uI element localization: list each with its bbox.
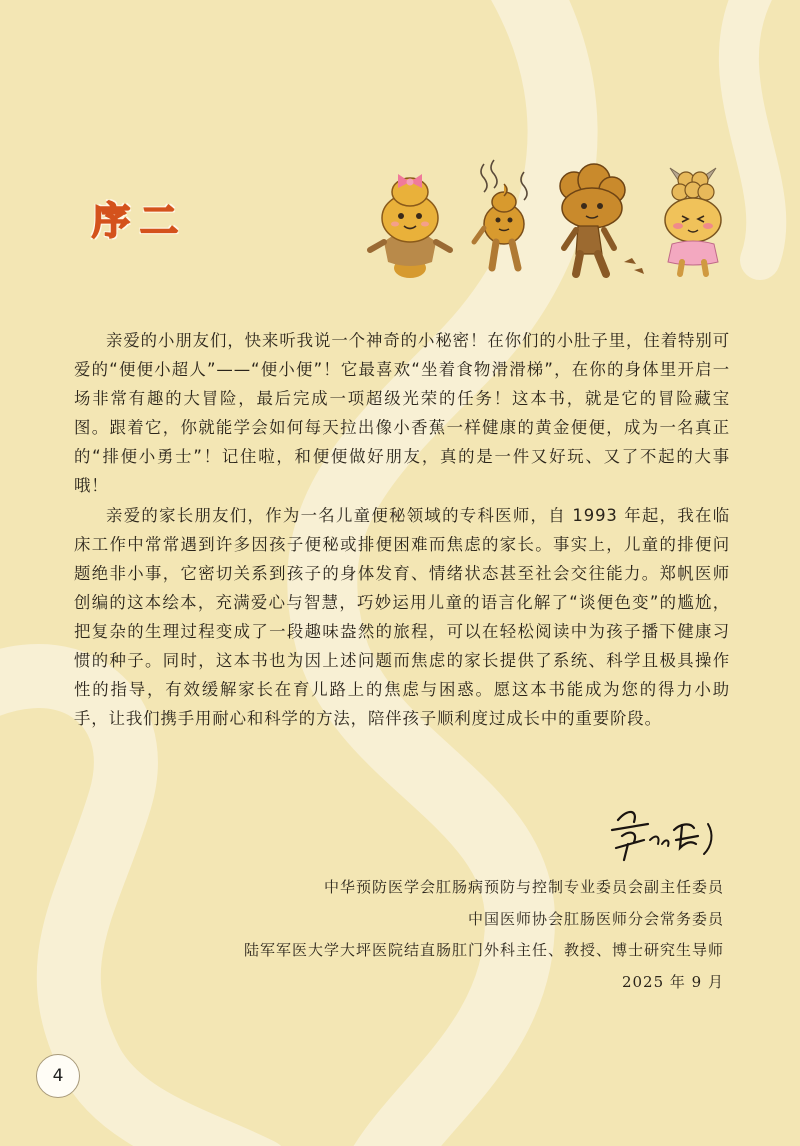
preface-body xyxy=(74,326,730,733)
date-line: 2025 年 9 月 xyxy=(621,972,724,991)
credit-line: 中华预防医学会肛肠病预防与控制专业委员会副主任委员 xyxy=(323,878,724,896)
page-title: 序二 xyxy=(92,199,189,243)
poop-girl-with-bow-icon xyxy=(370,174,450,278)
handwritten-signature xyxy=(604,800,724,862)
poop-characters-illustration xyxy=(362,158,738,280)
stinky-poop-walking-icon xyxy=(474,160,527,268)
lumpy-poop-walking-icon xyxy=(560,164,644,274)
paragraph-parents: 亲爱的家长朋友们，作为一名儿童便秘领域的专科医师，自 1993 年起，我在临床工作中常常遇到许多因孩子便秘或排便困难而焦虑的家长。事实上，儿童的排便问题绝非小事，它密切关系到孩子的身体发育、情绪状态甚至社会交往能力。郑帆医师创编的这本绘本，充满爱心与智慧，巧妙运用儿童的语言化解了“谈便色变”的尴尬，把复杂的生理过程变成了一段趣味盎然的旅程，可以在轻松阅读中为孩子播下健康习惯的种子。同时，这本书也为因上述问题而焦虑的家长提供了系统、科学且极具操作性的指导，有效缓解家长在育儿路上的焦虑与困惑。愿这本书能成为您的得力小助手，让我们携手用耐心和科学的方法，陪伴孩子顺利度过成长中的重要阶段。 xyxy=(74,505,730,729)
credit-line: 陆军军医大学大坪医院结直肠肛门外科主任、教授、博士研究生导师 xyxy=(243,941,724,959)
pebble-poop-girl-icon xyxy=(665,168,721,274)
credit-line: 中国医师协会肛肠医师分会常务委员 xyxy=(467,909,724,928)
page-number: 4 xyxy=(36,1054,80,1098)
author-credits xyxy=(244,872,724,998)
paragraph-children: 亲爱的小朋友们，快来听我说一个神奇的小秘密！在你们的小肚子里，住着特别可爱的“便便小超人”——“便小便”！它最喜欢“坐着食物滑滑梯”，在你的身体里开启一场非常有趣的大冒险，最后完成一项超级光荣的任务！这本书，就是它的冒险藏宝图。跟着它，你就能学会如何每天拉出像小香蕉一样健康的黄金便便，成为一名真正的“排便小勇士”！记住啦，和便便做好朋友，真的是一件又好玩、又了不起的大事哦！ xyxy=(74,331,730,496)
